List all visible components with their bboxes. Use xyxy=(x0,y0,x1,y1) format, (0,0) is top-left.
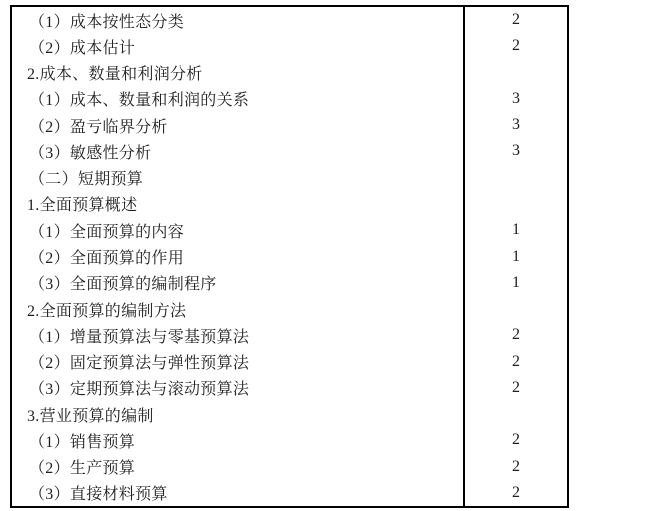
level-cell xyxy=(463,480,567,506)
level-value: 1 xyxy=(512,247,520,265)
level-value: 2 xyxy=(512,483,520,501)
topic-cell xyxy=(12,427,463,453)
level-cell xyxy=(463,401,567,427)
table-row xyxy=(12,401,567,427)
level-value: 1 xyxy=(512,273,520,291)
table-row xyxy=(12,60,567,86)
topic-label: 3.营业预算的编制 xyxy=(27,407,154,425)
topic-cell xyxy=(12,270,463,296)
topic-cell xyxy=(12,243,463,269)
topic-cell xyxy=(12,348,463,374)
table-row xyxy=(12,296,567,322)
topic-cell xyxy=(12,454,463,480)
level-value: 2 xyxy=(512,11,520,29)
topic-label: （1）增量预算法与零基预算法 xyxy=(29,328,250,346)
level-cell xyxy=(463,375,567,401)
level-cell xyxy=(463,348,567,374)
level-cell xyxy=(463,322,567,348)
topic-cell xyxy=(12,60,463,86)
topic-label: （2）盈亏临界分析 xyxy=(29,118,168,136)
topic-cell xyxy=(12,401,463,427)
topic-label: 1.全面预算概述 xyxy=(27,197,138,215)
level-value: 3 xyxy=(512,116,520,134)
level-cell xyxy=(463,270,567,296)
topic-label: （1）全面预算的内容 xyxy=(29,223,185,241)
topic-cell xyxy=(12,7,463,33)
topic-label: 2.全面预算的编制方法 xyxy=(27,302,187,320)
level-value: 3 xyxy=(512,142,520,160)
table-row xyxy=(12,243,567,269)
table-row xyxy=(12,86,567,112)
level-cell xyxy=(463,296,567,322)
topic-label: 2.成本、数量和利润分析 xyxy=(27,66,203,84)
level-cell xyxy=(463,454,567,480)
level-cell xyxy=(463,60,567,86)
level-value: 2 xyxy=(512,37,520,55)
topic-cell xyxy=(12,112,463,138)
level-cell xyxy=(463,165,567,191)
level-cell xyxy=(463,7,567,33)
topic-label: （1）成本按性态分类 xyxy=(29,13,185,31)
table-row xyxy=(12,33,567,59)
table-row xyxy=(12,348,567,374)
level-value: 2 xyxy=(512,378,520,396)
level-cell xyxy=(463,33,567,59)
topic-label: （3）直接材料预算 xyxy=(29,486,168,504)
topic-label: （二）短期预算 xyxy=(29,171,144,189)
level-value: 2 xyxy=(512,352,520,370)
topic-label: （2）生产预算 xyxy=(29,460,136,478)
level-cell xyxy=(463,243,567,269)
table-row xyxy=(12,427,567,453)
table-row xyxy=(12,191,567,217)
topic-cell xyxy=(12,217,463,243)
topic-cell xyxy=(12,138,463,164)
table-row xyxy=(12,7,567,33)
topic-cell xyxy=(12,33,463,59)
level-value: 3 xyxy=(512,89,520,107)
level-value: 1 xyxy=(512,221,520,239)
topic-label: （1）成本、数量和利润的关系 xyxy=(29,92,250,110)
level-cell xyxy=(463,191,567,217)
table-row xyxy=(12,165,567,191)
topic-label: （3）全面预算的编制程序 xyxy=(29,276,217,294)
table-row xyxy=(12,480,567,506)
topic-label: （2）全面预算的作用 xyxy=(29,250,185,268)
level-cell xyxy=(463,217,567,243)
table-row xyxy=(12,217,567,243)
table-row xyxy=(12,112,567,138)
topic-cell xyxy=(12,165,463,191)
topic-label: （3）敏感性分析 xyxy=(29,144,152,162)
topic-cell xyxy=(12,322,463,348)
topic-cell xyxy=(12,86,463,112)
topic-label: （3）定期预算法与滚动预算法 xyxy=(29,381,250,399)
level-cell xyxy=(463,86,567,112)
topic-label: （1）销售预算 xyxy=(29,433,136,451)
table-row xyxy=(12,322,567,348)
level-cell xyxy=(463,138,567,164)
topic-cell xyxy=(12,191,463,217)
topic-cell xyxy=(12,375,463,401)
level-cell xyxy=(463,112,567,138)
level-value: 2 xyxy=(512,457,520,475)
level-value: 2 xyxy=(512,431,520,449)
topic-label: （2）成本估计 xyxy=(29,39,136,57)
level-value: 2 xyxy=(512,326,520,344)
table-row xyxy=(12,375,567,401)
topic-cell xyxy=(12,296,463,322)
topic-cell xyxy=(12,480,463,506)
topic-label: （2）固定预算法与弹性预算法 xyxy=(29,355,250,373)
table-row xyxy=(12,270,567,296)
level-cell xyxy=(463,427,567,453)
table-row xyxy=(12,454,567,480)
table-row xyxy=(12,138,567,164)
syllabus-outline-table xyxy=(10,5,569,508)
